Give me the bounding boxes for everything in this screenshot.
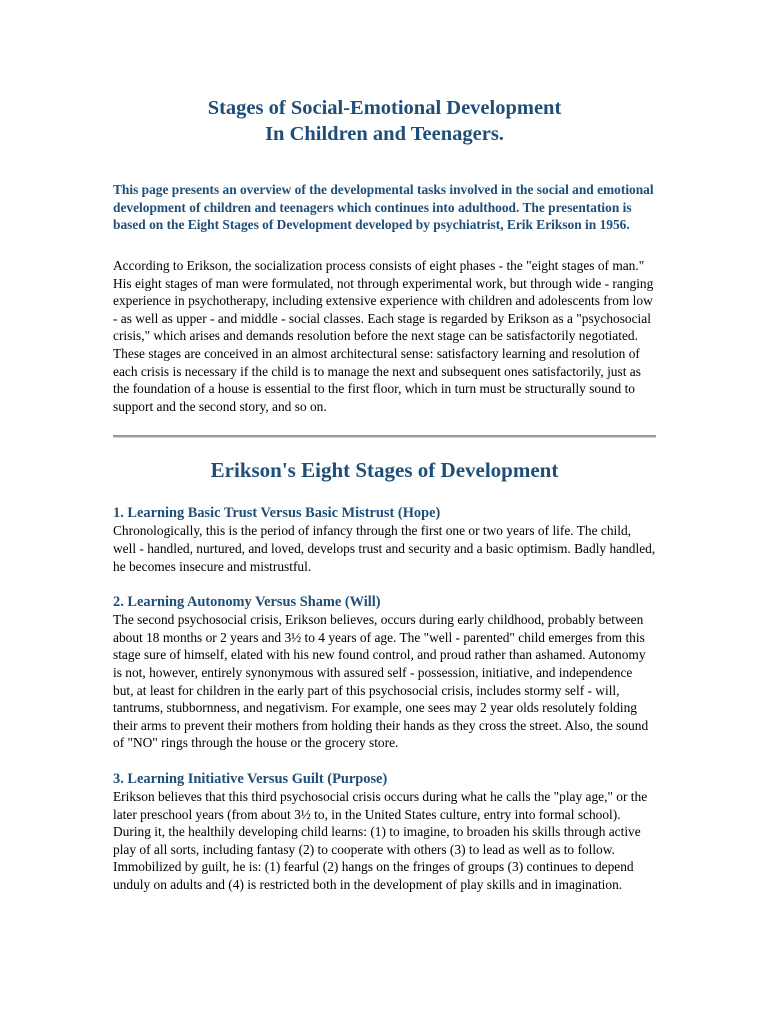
stage-item-3 (113, 770, 656, 894)
stage-body: The second psychosocial crisis, Erikson believes, occurs during early childhood, probably between about 18 months or 2 years and 3½ to 4 years of age. The "well - parented" child emerges from this stage sure of himself, elated with his new found control, and proud rather than ashamed. Autonomy is not, however, entirely synonymous with assured self - possession, initiative, and independence but, at least for children in the early part of this psychosocial crisis, includes stormy self - will, tantrums, stubbornness, and negativism. For example, one sees may 2 year olds resolutely folding their arms to prevent their mothers from holding their hands as they cross the street. Also, the sound of "NO" rings through the house or the grocery store. (113, 612, 649, 751)
stage-item-1 (113, 504, 656, 575)
stage-item-2 (113, 593, 656, 752)
stage-body: Erikson believes that this third psychosocial crisis occurs during what he calls the "play age," or the later preschool years (from about 3½ to, in the United States culture, entry into formal school). During it, the healthily developing child learns: (1) to imagine, to broaden his skills through active play of all sorts, including fantasy (2) to cooperate with others (3) to lead as well as to follow. Immobilized by guilt, he is: (1) fearful (2) hangs on the fringes of groups (3) continues to depend unduly on adults and (4) is restricted both in the development of play skills and in imagination. (113, 788, 648, 892)
stage-heading: 1. Learning Basic Trust Versus Basic Mistrust (Hope) (113, 505, 441, 522)
stage-body: Chronologically, this is the period of infancy through the first one or two years of life. The child, well - handled, nurtured, and loved, develops trust and security and a basic optimism. Badly handled, he becomes insecure and mistrustful. (113, 523, 656, 574)
stage-heading: 2. Learning Autonomy Versus Shame (Will) (113, 594, 381, 611)
horizontal-divider (113, 435, 656, 438)
intro-paragraph: This page presents an overview of the developmental tasks involved in the social and emotional development of children and teenagers which continues into adulthood. The presentation is based on the Eight Stages of Development developed by psychiatrist, Erik Erikson in 1956. (113, 182, 654, 233)
document-page (113, 95, 656, 894)
section-title: Erikson's Eight Stages of Development (210, 458, 559, 483)
page-title-line-1: Stages of Social-Emotional Development (207, 97, 562, 119)
page-title (113, 95, 656, 147)
overview-paragraph: According to Erikson, the socialization process consists of eight phases - the "eight stages of man." His eight stages of man were formulated, not through experimental work, but through wide - ranging experience in psychotherapy, including extensive experience with children and adolescents from low - as well as upper - and middle - social classes. Each stage is regarded by Erikson as a "psychosocial crisis," which arises and demands resolution before the next stage can be satisfactorily negotiated. These stages are conceived in an almost architectural sense: satisfactory learning and resolution of each crisis is necessary if the child is to manage the next and subsequent ones satisfactorily, just as the foundation of a house is essential to the first floor, which in turn must be structurally sound to support and the second story, and so on. (113, 258, 654, 414)
stage-heading: 3. Learning Initiative Versus Guilt (Purpose) (113, 770, 388, 787)
page-title-line-2: In Children and Teenagers. (265, 123, 504, 145)
stages-list (113, 504, 656, 893)
